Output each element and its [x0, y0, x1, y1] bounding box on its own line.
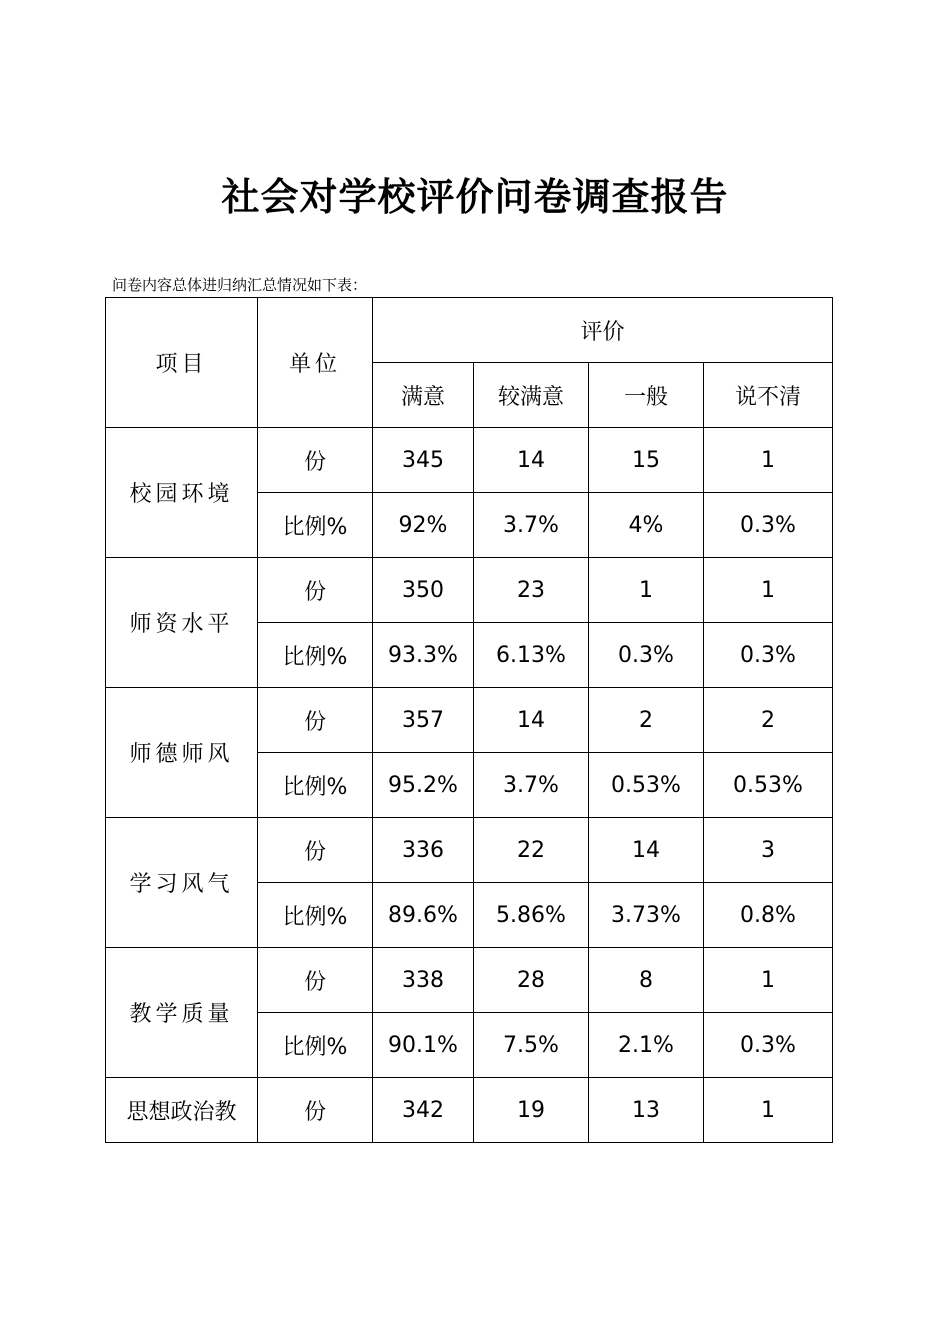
table-row	[106, 948, 833, 1013]
row-ratio-unit: 比例%	[258, 883, 373, 948]
count-cell: 1	[704, 428, 833, 493]
count-cell: 13	[589, 1078, 704, 1143]
row-item-label: 学习风气	[106, 818, 258, 948]
row-item-label: 师资水平	[106, 558, 258, 688]
count-cell: 8	[589, 948, 704, 1013]
intro-text: 问卷内容总体进归纳汇总情况如下表：	[112, 276, 368, 294]
count-cell: 350	[373, 558, 474, 623]
survey-table	[105, 297, 833, 1143]
header-col-satisfied: 满意	[373, 363, 474, 428]
count-cell: 2	[704, 688, 833, 753]
row-item-label: 师德师风	[106, 688, 258, 818]
table-row	[106, 1078, 833, 1143]
ratio-cell: 93.3%	[373, 623, 474, 688]
table-row	[106, 558, 833, 623]
count-cell: 2	[589, 688, 704, 753]
ratio-cell: 95.2%	[373, 753, 474, 818]
count-cell: 336	[373, 818, 474, 883]
count-cell: 14	[474, 688, 589, 753]
count-cell: 3	[704, 818, 833, 883]
row-count-unit: 份	[258, 688, 373, 753]
header-unit: 单位	[258, 298, 373, 428]
header-item: 项目	[106, 298, 258, 428]
count-cell: 14	[589, 818, 704, 883]
row-count-unit: 份	[258, 1078, 373, 1143]
count-cell: 28	[474, 948, 589, 1013]
ratio-cell: 0.8%	[704, 883, 833, 948]
ratio-cell: 0.3%	[704, 493, 833, 558]
count-cell: 1	[589, 558, 704, 623]
ratio-cell: 89.6%	[373, 883, 474, 948]
count-cell: 22	[474, 818, 589, 883]
table-row	[106, 688, 833, 753]
row-ratio-unit: 比例%	[258, 623, 373, 688]
ratio-cell: 3.7%	[474, 753, 589, 818]
row-count-unit: 份	[258, 428, 373, 493]
header-col-fairly-satisfied: 较满意	[474, 363, 589, 428]
count-cell: 342	[373, 1078, 474, 1143]
ratio-cell: 5.86%	[474, 883, 589, 948]
ratio-cell: 0.3%	[704, 1013, 833, 1078]
count-cell: 14	[474, 428, 589, 493]
ratio-cell: 0.3%	[589, 623, 704, 688]
ratio-cell: 92%	[373, 493, 474, 558]
row-item-label: 校园环境	[106, 428, 258, 558]
row-item-label: 教学质量	[106, 948, 258, 1078]
row-ratio-unit: 比例%	[258, 493, 373, 558]
count-cell: 338	[373, 948, 474, 1013]
count-cell: 15	[589, 428, 704, 493]
count-cell: 357	[373, 688, 474, 753]
header-col-unsure: 说不清	[704, 363, 833, 428]
ratio-cell: 2.1%	[589, 1013, 704, 1078]
ratio-cell: 6.13%	[474, 623, 589, 688]
ratio-cell: 3.7%	[474, 493, 589, 558]
header-col-average: 一般	[589, 363, 704, 428]
header-evaluation: 评价	[373, 298, 833, 363]
header-row	[106, 298, 833, 363]
count-cell: 345	[373, 428, 474, 493]
count-cell: 1	[704, 948, 833, 1013]
row-count-unit: 份	[258, 558, 373, 623]
ratio-cell: 4%	[589, 493, 704, 558]
table-row	[106, 818, 833, 883]
count-cell: 1	[704, 1078, 833, 1143]
row-ratio-unit: 比例%	[258, 753, 373, 818]
count-cell: 1	[704, 558, 833, 623]
row-ratio-unit: 比例%	[258, 1013, 373, 1078]
count-cell: 19	[474, 1078, 589, 1143]
count-cell: 23	[474, 558, 589, 623]
ratio-cell: 0.53%	[589, 753, 704, 818]
ratio-cell: 90.1%	[373, 1013, 474, 1078]
ratio-cell: 7.5%	[474, 1013, 589, 1078]
row-count-unit: 份	[258, 818, 373, 883]
ratio-cell: 3.73%	[589, 883, 704, 948]
page-title: 社会对学校评价问卷调查报告	[221, 174, 729, 219]
ratio-cell: 0.53%	[704, 753, 833, 818]
ratio-cell: 0.3%	[704, 623, 833, 688]
row-count-unit: 份	[258, 948, 373, 1013]
table-row	[106, 428, 833, 493]
row-item-label: 思想政治教	[106, 1078, 258, 1143]
